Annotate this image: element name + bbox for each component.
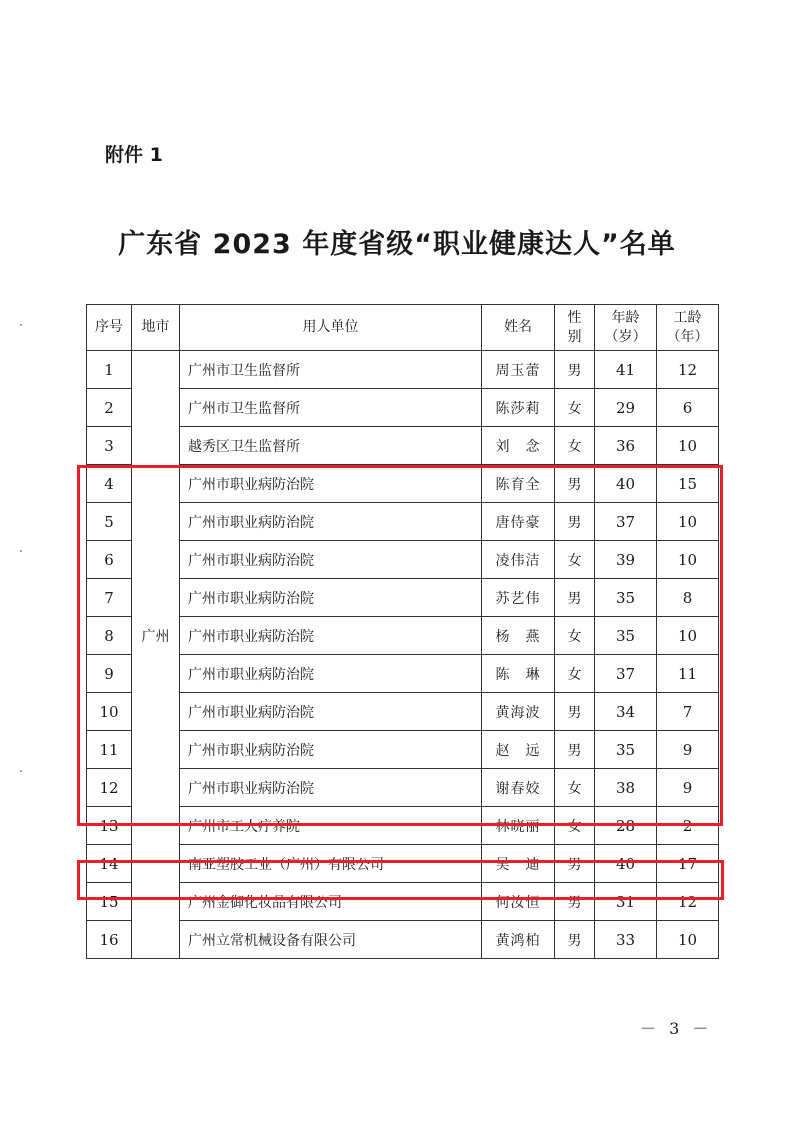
cell-gender: 男 xyxy=(555,465,595,503)
cell-city-blank xyxy=(132,427,180,465)
cell-index: 8 xyxy=(87,617,132,655)
cell-index: 13 xyxy=(87,807,132,845)
cell-gender: 女 xyxy=(555,389,595,427)
cell-unit: 广州市工人疗养院 xyxy=(180,807,482,845)
cell-age: 28 xyxy=(595,807,657,845)
cell-name: 刘 念 xyxy=(482,427,555,465)
cell-index: 9 xyxy=(87,655,132,693)
cell-index: 2 xyxy=(87,389,132,427)
cell-gender: 男 xyxy=(555,845,595,883)
header-index: 序号 xyxy=(87,305,132,351)
cell-seniority: 17 xyxy=(657,845,719,883)
header-seniority-line2: （年） xyxy=(666,328,709,345)
cell-seniority: 15 xyxy=(657,465,719,503)
cell-unit: 广州市职业病防治院 xyxy=(180,693,482,731)
cell-seniority: 9 xyxy=(657,769,719,807)
cell-age: 37 xyxy=(595,655,657,693)
table-row xyxy=(87,769,719,807)
cell-unit: 广州市职业病防治院 xyxy=(180,617,482,655)
cell-unit: 越秀区卫生监督所 xyxy=(180,427,482,465)
cell-index: 14 xyxy=(87,845,132,883)
cell-name: 陈莎莉 xyxy=(482,389,555,427)
attachment-label: 附件 1 xyxy=(105,144,163,166)
cell-gender: 男 xyxy=(555,351,595,389)
header-age xyxy=(595,305,657,351)
cell-seniority: 12 xyxy=(657,883,719,921)
table-row xyxy=(87,693,719,731)
cell-index: 10 xyxy=(87,693,132,731)
cell-city-blank xyxy=(132,769,180,807)
cell-index: 6 xyxy=(87,541,132,579)
header-city: 地市 xyxy=(132,305,180,351)
cell-unit: 南亚塑胶工业（广州）有限公司 xyxy=(180,845,482,883)
cell-index: 12 xyxy=(87,769,132,807)
table-row xyxy=(87,351,719,389)
cell-city-blank xyxy=(132,503,180,541)
cell-index: 3 xyxy=(87,427,132,465)
cell-name: 周玉蕾 xyxy=(482,351,555,389)
cell-unit: 广州立常机械设备有限公司 xyxy=(180,921,482,959)
table-row xyxy=(87,731,719,769)
cell-index: 1 xyxy=(87,351,132,389)
cell-seniority: 8 xyxy=(657,579,719,617)
header-gender xyxy=(555,305,595,351)
cell-gender: 男 xyxy=(555,693,595,731)
cell-seniority: 10 xyxy=(657,503,719,541)
table-row xyxy=(87,845,719,883)
cell-seniority: 7 xyxy=(657,693,719,731)
header-unit: 用人单位 xyxy=(180,305,482,351)
cell-index: 16 xyxy=(87,921,132,959)
cell-index: 4 xyxy=(87,465,132,503)
cell-unit: 广州市卫生监督所 xyxy=(180,389,482,427)
cell-city-blank xyxy=(132,883,180,921)
cell-seniority: 10 xyxy=(657,541,719,579)
cell-gender: 女 xyxy=(555,427,595,465)
cell-city: 广州 xyxy=(132,617,180,655)
cell-index: 5 xyxy=(87,503,132,541)
cell-age: 37 xyxy=(595,503,657,541)
cell-unit: 广州市卫生监督所 xyxy=(180,351,482,389)
cell-name: 陈育全 xyxy=(482,465,555,503)
honoree-table xyxy=(86,304,719,959)
table-row xyxy=(87,503,719,541)
cell-unit: 广州市职业病防治院 xyxy=(180,731,482,769)
cell-seniority: 2 xyxy=(657,807,719,845)
cell-seniority: 9 xyxy=(657,731,719,769)
cell-seniority: 10 xyxy=(657,921,719,959)
cell-seniority: 11 xyxy=(657,655,719,693)
cell-city-blank xyxy=(132,655,180,693)
cell-unit: 广州市职业病防治院 xyxy=(180,541,482,579)
cell-city-blank xyxy=(132,579,180,617)
cell-name: 林晓丽 xyxy=(482,807,555,845)
cell-city-blank xyxy=(132,731,180,769)
cell-gender: 女 xyxy=(555,807,595,845)
cell-name: 凌伟洁 xyxy=(482,541,555,579)
cell-unit: 广州市职业病防治院 xyxy=(180,579,482,617)
cell-city-blank xyxy=(132,541,180,579)
page-number: － 3 － xyxy=(640,1019,713,1038)
cell-gender: 男 xyxy=(555,921,595,959)
table-row xyxy=(87,465,719,503)
cell-seniority: 12 xyxy=(657,351,719,389)
cell-age: 36 xyxy=(595,427,657,465)
header-name: 姓名 xyxy=(482,305,555,351)
cell-age: 33 xyxy=(595,921,657,959)
cell-unit: 广州金御化妆品有限公司 xyxy=(180,883,482,921)
cell-age: 38 xyxy=(595,769,657,807)
table-row xyxy=(87,541,719,579)
cell-age: 35 xyxy=(595,731,657,769)
cell-name: 陈 琳 xyxy=(482,655,555,693)
cell-age: 29 xyxy=(595,389,657,427)
cell-name: 黄鸿柏 xyxy=(482,921,555,959)
cell-age: 40 xyxy=(595,465,657,503)
table-header-row xyxy=(87,305,719,351)
table-row xyxy=(87,389,719,427)
cell-name: 谢春姣 xyxy=(482,769,555,807)
table-row xyxy=(87,655,719,693)
cell-city-blank xyxy=(132,693,180,731)
cell-city-blank xyxy=(132,845,180,883)
header-gender-line2: 别 xyxy=(567,328,582,345)
header-seniority xyxy=(657,305,719,351)
table-row xyxy=(87,807,719,845)
cell-gender: 女 xyxy=(555,769,595,807)
cell-unit: 广州市职业病防治院 xyxy=(180,769,482,807)
cell-unit: 广州市职业病防治院 xyxy=(180,503,482,541)
header-age-line1: 年龄 xyxy=(611,309,640,326)
cell-gender: 女 xyxy=(555,541,595,579)
cell-unit: 广州市职业病防治院 xyxy=(180,465,482,503)
table-row xyxy=(87,579,719,617)
cell-name: 黄海波 xyxy=(482,693,555,731)
scan-speck xyxy=(20,770,22,772)
cell-age: 35 xyxy=(595,617,657,655)
cell-city-blank xyxy=(132,389,180,427)
header-age-line2: （岁） xyxy=(604,328,647,345)
cell-gender: 男 xyxy=(555,503,595,541)
cell-age: 35 xyxy=(595,579,657,617)
cell-seniority: 6 xyxy=(657,389,719,427)
cell-name: 何汝恒 xyxy=(482,883,555,921)
cell-seniority: 10 xyxy=(657,617,719,655)
cell-age: 34 xyxy=(595,693,657,731)
cell-seniority: 10 xyxy=(657,427,719,465)
cell-name: 杨 燕 xyxy=(482,617,555,655)
cell-index: 15 xyxy=(87,883,132,921)
cell-name: 苏艺伟 xyxy=(482,579,555,617)
table-row xyxy=(87,427,719,465)
cell-gender: 男 xyxy=(555,883,595,921)
cell-unit: 广州市职业病防治院 xyxy=(180,655,482,693)
table-row xyxy=(87,617,719,655)
cell-city-blank xyxy=(132,351,180,389)
cell-gender: 女 xyxy=(555,617,595,655)
cell-name: 赵 远 xyxy=(482,731,555,769)
cell-index: 11 xyxy=(87,731,132,769)
scan-speck xyxy=(20,550,22,552)
cell-city-blank xyxy=(132,465,180,503)
cell-city-blank xyxy=(132,921,180,959)
table-row xyxy=(87,883,719,921)
cell-name: 唐侍豪 xyxy=(482,503,555,541)
document-title: 广东省 2023 年度省级“职业健康达人”名单 xyxy=(118,229,676,260)
cell-index: 7 xyxy=(87,579,132,617)
table-row xyxy=(87,921,719,959)
cell-name: 吴 迪 xyxy=(482,845,555,883)
cell-gender: 男 xyxy=(555,579,595,617)
cell-age: 41 xyxy=(595,351,657,389)
cell-age: 31 xyxy=(595,883,657,921)
cell-gender: 女 xyxy=(555,655,595,693)
cell-gender: 男 xyxy=(555,731,595,769)
cell-city-blank xyxy=(132,807,180,845)
cell-age: 39 xyxy=(595,541,657,579)
header-seniority-line1: 工龄 xyxy=(673,309,702,326)
cell-age: 40 xyxy=(595,845,657,883)
scan-speck xyxy=(20,324,22,326)
header-gender-line1: 性 xyxy=(567,309,582,326)
